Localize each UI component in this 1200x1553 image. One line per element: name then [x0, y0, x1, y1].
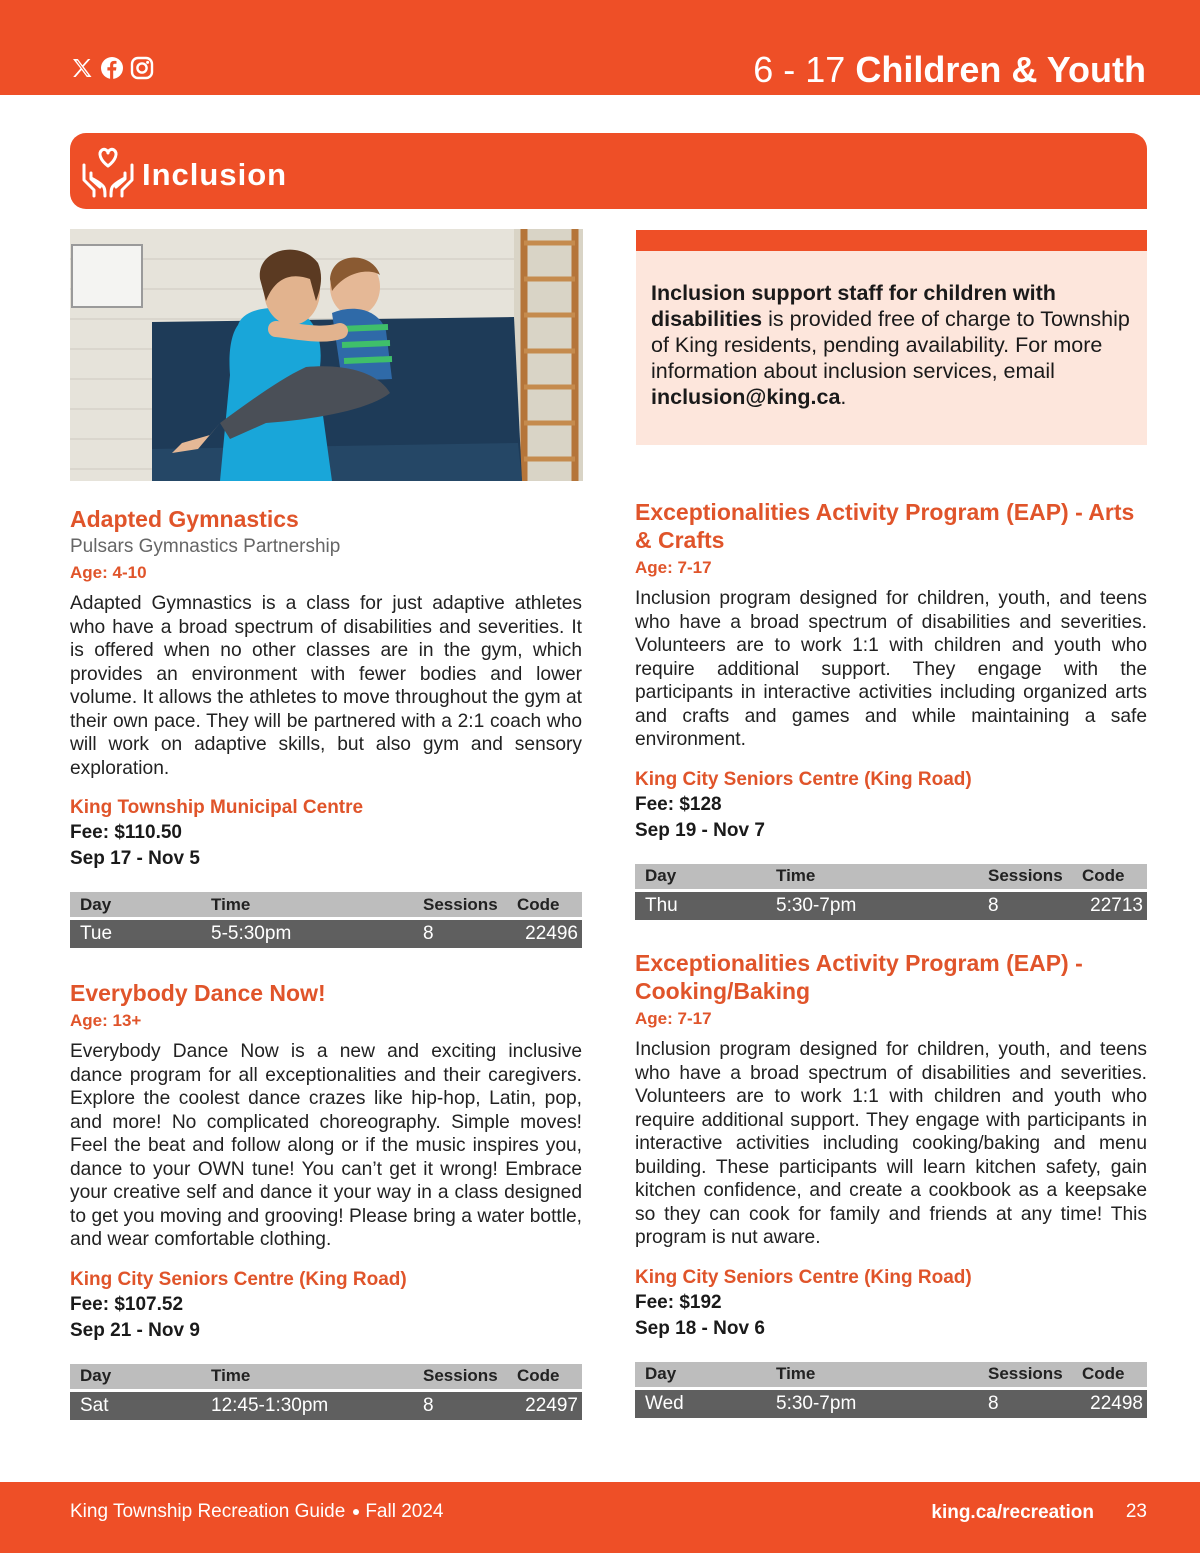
schedule-day: Wed: [645, 1392, 684, 1414]
schedule-row: [70, 1392, 582, 1420]
program-description: Inclusion program designed for children, youth, and teens who have a broad spectrum of disabilities and severities. Volunteers are to work 1:1 with children and youth who require additional support. They engage with the participants in interactive activities including organized arts and crafts and games and while maintaining a safe environment.: [635, 588, 1147, 750]
schedule-day: Tue: [80, 923, 113, 944]
header-code: Code: [1082, 866, 1125, 885]
program-dates: Sep 18 - Nov 6: [635, 1317, 765, 1339]
header-time: Time: [211, 894, 251, 914]
program-dates: Sep 17 - Nov 5: [70, 848, 200, 869]
header-day: Day: [80, 1366, 112, 1385]
schedule-sessions: 8: [988, 1392, 999, 1414]
program-dates: Sep 19 - Nov 7: [635, 819, 765, 841]
section-title: Inclusion: [142, 157, 288, 192]
guide-season: Fall 2024: [365, 1501, 444, 1522]
program-age: Age: 7-17: [635, 558, 712, 577]
header-sessions: Sessions: [988, 1364, 1063, 1383]
program-age: Age: 4-10: [70, 563, 147, 582]
schedule-time: 5:30-7pm: [776, 894, 857, 916]
program-fee: Fee: $110.50: [70, 822, 182, 843]
schedule-header-row: [635, 1362, 1147, 1387]
info-text-end: .: [840, 385, 847, 409]
program-age: Age: 7-17: [635, 1009, 712, 1028]
inclusion-info-box: [636, 251, 1147, 445]
program-description: Everybody Dance Now is a new and exciting inclusive dance program for all exceptionalities and their caregivers. Explore the coolest dance crazes like hip-hop, Latin, pop, and more! No complicated choreography. Simple moves! Feel the beat and follow along or if the music inspires you, dance to your OWN tune! You can’t get it wrong! Embrace your creative self and dance it your way in a class designed to get you moving and grooving! Please bring a water bottle, and wear comfortable clothing.: [70, 1041, 582, 1250]
header-day: Day: [645, 1364, 677, 1383]
schedule-sessions: 8: [988, 894, 999, 916]
program-title: Everybody Dance Now!: [70, 980, 326, 1006]
schedule-row: [635, 892, 1147, 920]
program-location: King City Seniors Centre (King Road): [635, 768, 972, 790]
category-title: Children & Youth: [855, 49, 1146, 90]
section-banner: [70, 133, 1147, 209]
schedule-table: [635, 1362, 1147, 1418]
header-code: Code: [517, 1366, 560, 1385]
schedule-time: 5-5:30pm: [211, 923, 292, 944]
footer-guide-title: [70, 1500, 444, 1524]
bullet-dot: [353, 1509, 359, 1515]
schedule-day: Sat: [80, 1394, 109, 1416]
program-fee: Fee: $128: [635, 793, 722, 815]
guide-name: King Township Recreation Guide: [70, 1501, 346, 1522]
age-range: 6 - 17: [753, 49, 846, 90]
program-fee: Fee: $107.52: [70, 1293, 184, 1315]
program-age: Age: 13+: [70, 1011, 142, 1030]
program-eap-cooking-baking: [635, 949, 1147, 1418]
program-description: Inclusion program designed for children, youth, and teens who have a broad spectrum of disabilities and severities. Volunteers are to work 1:1 with children and youth who require additional support. They engage with participants in interactive activities including cooking/baking and menu building. These participants will learn kitchen safety, gain kitchen confidence, and create a cookbook as a keepsake so they can cook for family and friends at any time! This program is nut aware.: [635, 1039, 1147, 1248]
program-title: Adapted Gymnastics: [70, 506, 299, 532]
page-header: [0, 0, 1200, 95]
info-lead: Inclusion support staff for children with disabilities: [651, 281, 1056, 331]
program-title: Exceptionalities Activity Program (EAP) - Arts & Crafts: [635, 499, 1135, 553]
schedule-row: [635, 1390, 1147, 1418]
info-text: is provided free of charge to Township of King residents, pending availability. For more information about inclusion services, email: [651, 307, 1130, 383]
header-day: Day: [80, 894, 112, 914]
schedule-day: Thu: [645, 894, 678, 916]
schedule-table: [70, 892, 582, 948]
program-everybody-dance-now: [70, 979, 582, 1420]
instagram-icon[interactable]: [130, 56, 154, 80]
header-code: Code: [517, 894, 560, 914]
program-adapted-gymnastics: [70, 505, 582, 948]
header-sessions: Sessions: [988, 866, 1063, 885]
schedule-header-row: [635, 864, 1147, 889]
page-title: [753, 48, 1146, 92]
header-sessions: Sessions: [423, 894, 498, 914]
program-location: King Township Municipal Centre: [70, 797, 364, 818]
header-day: Day: [645, 866, 677, 885]
social-links: [70, 56, 154, 80]
page-number: 23: [1125, 1501, 1147, 1522]
footer-url-link[interactable]: king.ca/recreation: [931, 1502, 1094, 1523]
schedule-code: 22497: [525, 1394, 578, 1416]
schedule-header-row: [70, 892, 582, 917]
schedule-time: 5:30-7pm: [776, 1392, 857, 1414]
schedule-table: [635, 864, 1147, 920]
header-time: Time: [211, 1366, 251, 1385]
schedule-code: 22713: [1090, 894, 1143, 916]
program-photo: [70, 229, 583, 481]
header-time: Time: [776, 866, 816, 885]
program-dates: Sep 21 - Nov 9: [70, 1319, 200, 1341]
header-time: Time: [776, 1364, 816, 1383]
x-icon[interactable]: [70, 56, 94, 80]
schedule-table: [70, 1364, 582, 1420]
inclusion-email-link[interactable]: inclusion@king.ca: [651, 385, 841, 409]
info-accent-bar: [636, 230, 1147, 251]
schedule-sessions: 8: [423, 1394, 434, 1416]
program-eap-arts-crafts: [635, 498, 1147, 920]
header-sessions: Sessions: [423, 1366, 498, 1385]
schedule-sessions: 8: [423, 923, 434, 944]
schedule-header-row: [70, 1364, 582, 1389]
program-subtitle: Pulsars Gymnastics Partnership: [70, 536, 341, 557]
program-location: King City Seniors Centre (King Road): [70, 1268, 407, 1290]
schedule-row: [70, 920, 582, 948]
program-fee: Fee: $192: [635, 1291, 722, 1313]
program-location: King City Seniors Centre (King Road): [635, 1266, 972, 1288]
schedule-code: 22496: [525, 923, 578, 944]
header-code: Code: [1082, 1364, 1125, 1383]
facebook-icon[interactable]: [100, 56, 124, 80]
schedule-time: 12:45-1:30pm: [211, 1394, 329, 1416]
program-title: Exceptionalities Activity Program (EAP) - Cooking/Baking: [635, 950, 1083, 1004]
program-description: Adapted Gymnastics is a class for just adaptive athletes who have a broad spectrum of disabilities and severities. It is offered when no other classes are in the gym, which provides an environment with fewer bodies and lower volume. It allows the athletes to move throughout the gym at their own pace. They will be partnered with a 2:1 coach who will work on adaptive skills, but also gym and sensory exploration.: [70, 593, 582, 779]
page-footer: [0, 1482, 1200, 1553]
schedule-code: 22498: [1090, 1392, 1143, 1414]
heart-hands-icon: [78, 141, 138, 201]
